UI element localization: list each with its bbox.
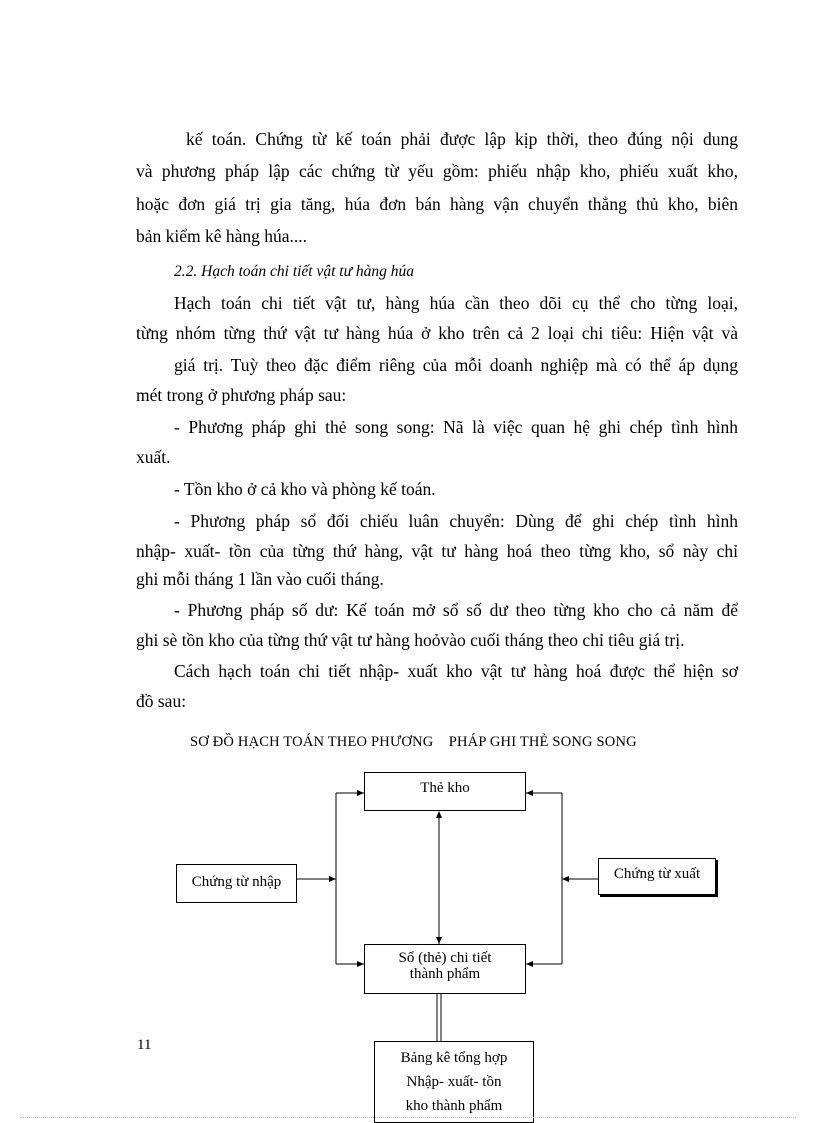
box-label: Bảng kê tổng hợp bbox=[400, 1050, 508, 1066]
box-label: Nhập- xuất- tồn bbox=[406, 1074, 502, 1090]
text-line: - Tồn kho ở cả kho và phòng kế toán. bbox=[174, 479, 436, 499]
text-line: bản kiểm kê hàng húa.... bbox=[136, 226, 308, 246]
text-line: ghi sè tồn kho của từng thứ vật tư hàng hoỏvào cuối tháng theo chỉ tiêu giá trị. bbox=[136, 630, 685, 650]
text-line: - Phương pháp ghi thẻ song song: Nã là việc quan hệ ghi chép tình hình bbox=[174, 417, 738, 437]
text-line: Hạch toán chi tiết vật tư, hàng húa cần theo dõi cụ thể cho từng loại, bbox=[174, 293, 738, 313]
box-label: Thẻ kho bbox=[420, 780, 470, 796]
text-line: từng nhóm từng thứ vật tư hàng húa ở kho trên cả 2 loại chi tiêu: Hiện vật và bbox=[136, 323, 738, 343]
right-connector bbox=[526, 793, 598, 964]
text-line: nhập- xuất- tồn của từng thứ hàng, vật tư hàng hoá theo từng kho, sổ này chỉ bbox=[136, 541, 738, 561]
box-the-kho bbox=[364, 772, 526, 811]
box-label: thành phẩm bbox=[409, 966, 481, 982]
text-line: hoặc đơn giá trị gia tăng, húa đơn bán hàng vận chuyển thẳng thủ kho, biên bbox=[136, 194, 738, 214]
page-bottom-divider bbox=[20, 1117, 796, 1118]
text-line: - Phương pháp sổ đối chiếu luân chuyển: Dùng để ghi chép tình hình bbox=[174, 511, 738, 531]
text-line: giá trị. Tuỳ theo đặc điểm riêng của mỗi doanh nghiệp mà có thể áp dụng bbox=[174, 355, 738, 375]
box-label: Chứng từ nhập bbox=[191, 874, 282, 890]
page-number: 11 bbox=[137, 1037, 152, 1053]
box-chung-tu-xuat bbox=[598, 858, 716, 895]
text-line: ghi mỗi tháng 1 lần vào cuối tháng. bbox=[136, 569, 384, 589]
box-bang-ke-tong-hop bbox=[374, 1041, 534, 1123]
text-line: xuất. bbox=[136, 447, 171, 467]
box-chung-tu-nhap bbox=[176, 864, 297, 903]
left-connector bbox=[297, 793, 364, 964]
text-line: đồ sau: bbox=[136, 691, 187, 711]
box-so-chi-tiet bbox=[364, 944, 526, 994]
section-heading: 2.2. Hạch toán chi tiết vật tư hàng húa bbox=[174, 263, 415, 280]
double-link bbox=[437, 994, 441, 1041]
box-label: kho thành phẩm bbox=[405, 1098, 503, 1114]
text-line: Cách hạch toán chi tiết nhập- xuất kho vật tư hàng hoá được thể hiện sơ bbox=[174, 661, 738, 681]
text-line: và phương pháp lập các chứng từ yếu gồm: phiếu nhập kho, phiếu xuất kho, bbox=[136, 161, 738, 181]
text-line: mét trong ở phương pháp sau: bbox=[136, 385, 347, 405]
text-line: - Phương pháp số dư: Kế toán mở sổ số dư theo từng kho cho cả năm để bbox=[174, 600, 738, 620]
box-label: Sổ (thẻ) chi tiết bbox=[398, 950, 492, 966]
diagram-title: SƠ ĐỒ HẠCH TOÁN THEO PHƯƠNG PHÁP GHI THẺ SONG SONG bbox=[190, 734, 637, 750]
text-line: kế toán. Chứng từ kế toán phải được lập kịp thời, theo đúng nội dung bbox=[186, 129, 738, 149]
box-label: Chứng từ xuất bbox=[613, 866, 701, 882]
